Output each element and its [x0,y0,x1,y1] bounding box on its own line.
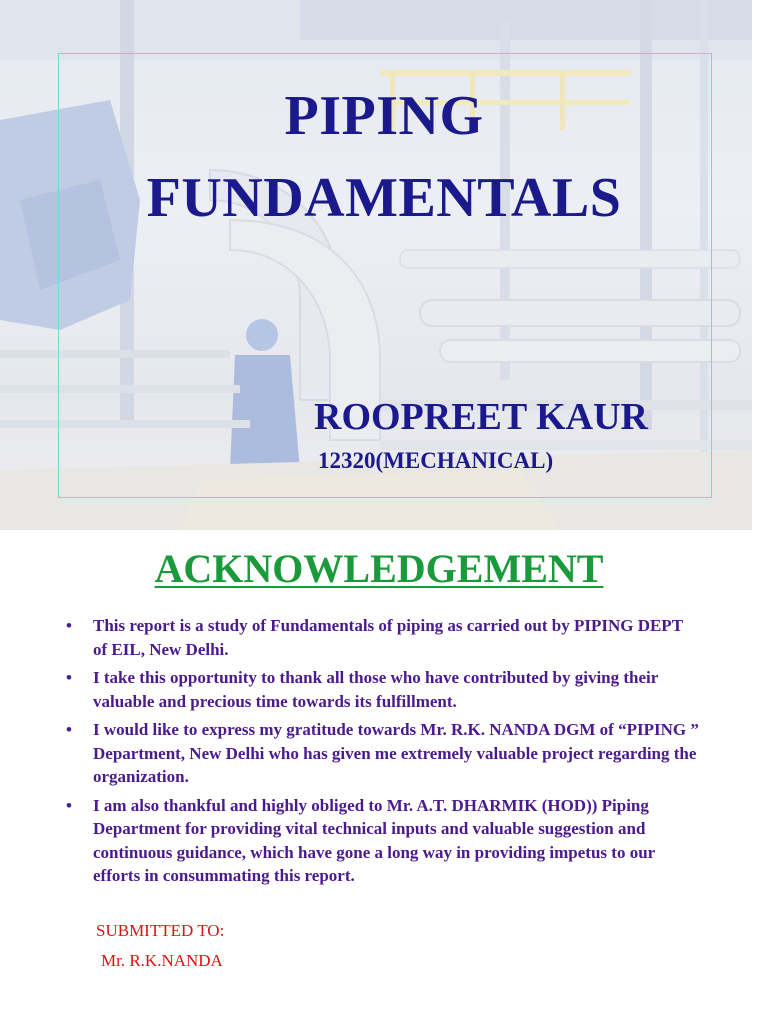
acknowledgement-text: I would like to express my gratitude towards Mr. R.K. NANDA DGM of “PIPING ” Department, New Delhi who has given me extremely valuable project regarding the organization. [93,720,699,786]
bullet-icon: • [66,668,72,687]
acknowledgement-item [60,614,700,661]
acknowledgement-text: This report is a study of Fundamentals of piping as carried out by PIPING DEPT of EIL, New Delhi. [93,616,683,659]
acknowledgement-text: I take this opportunity to thank all those who have contributed by giving their valuable and precious time towards its fulfillment. [93,668,659,711]
author-name: ROOPREET KAUR [314,396,648,438]
submitted-to-label: SUBMITTED TO: [96,921,225,940]
bullet-icon: • [66,795,72,815]
title-line-2: FUNDAMENTALS [146,167,622,229]
bullet-icon: • [66,720,72,739]
title-line-1: PIPING [284,85,484,147]
submitted-to-name: Mr. R.K.NANDA [101,951,223,970]
acknowledgement-text: I am also thankful and highly obliged to Mr. A.T. DHARMIK (HOD)) Piping Department for providing vital technical inputs and valuable suggestion and continuous guidance, which have gone a long way in providing impetus to our efforts in consummating this report. [93,795,655,885]
acknowledgement-heading: ACKNOWLEDGEMENT [154,546,604,591]
acknowledgement-item [60,718,700,789]
bullet-icon: • [66,616,72,635]
acknowledgement-item [60,666,700,713]
acknowledgement-item [60,794,700,888]
roll-number: 12320(MECHANICAL) [318,448,554,473]
acknowledgement-list [60,614,700,893]
